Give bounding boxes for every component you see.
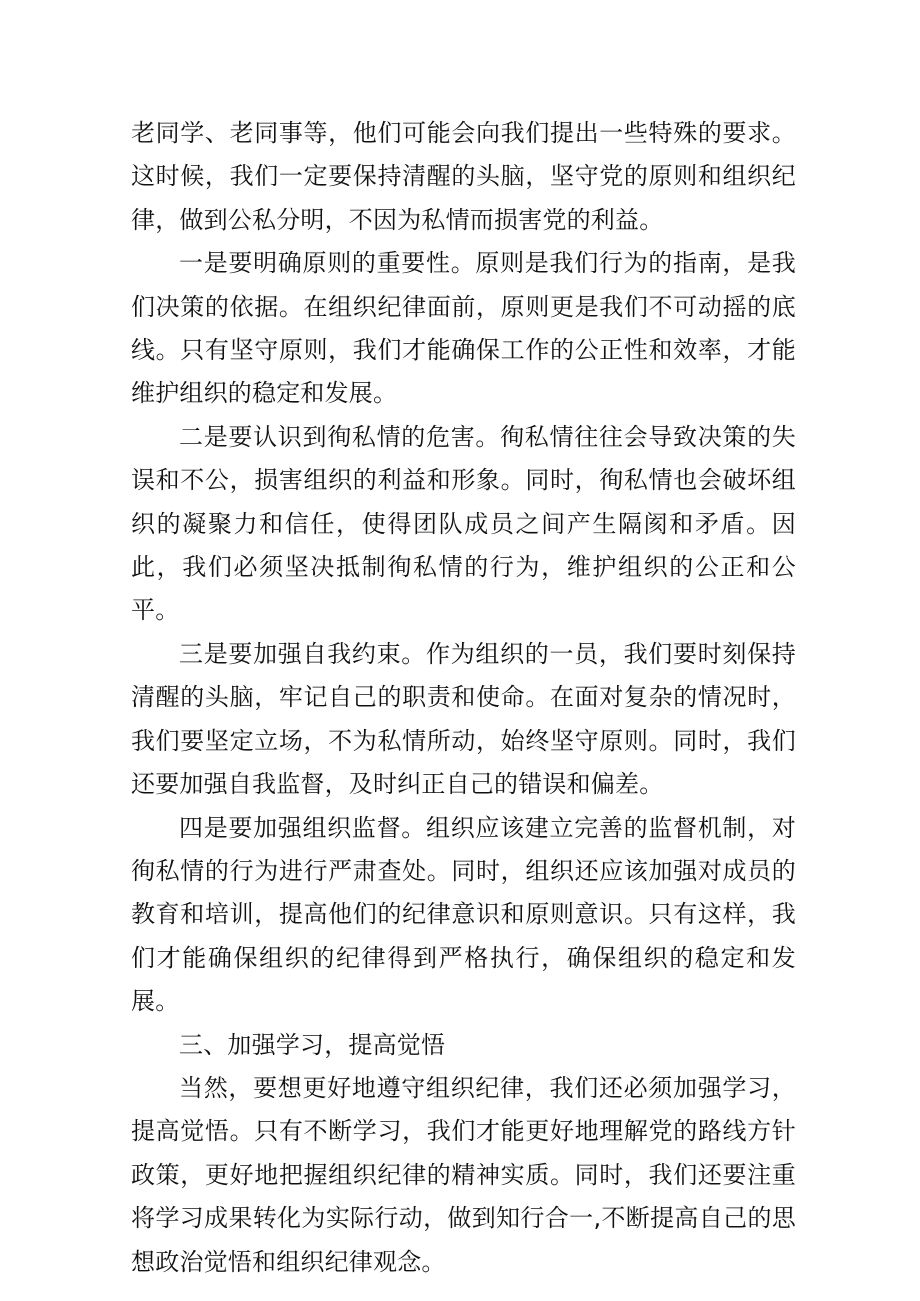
paragraph-favoritism-harm: 二是要认识到徇私情的危害。徇私情往往会导致决策的失误和不公，损害组织的利益和形象。同时，徇私情也会破坏组织的凝聚力和信任，使得团队成员之间产生隔阂和矛盾。因此，我们必须坚决抵制徇私情的行为，维护组织的公正和公平。	[131, 422, 796, 625]
paragraph-organizational-supervision: 四是要加强组织监督。组织应该建立完善的监督机制，对徇私情的行为进行严肃查处。同时，组织还应该加强对成员的教育和培训，提高他们的纪律意识和原则意识。只有这样，我们才能确保组织的纪律得到严格执行，确保组织的稳定和发展。	[131, 813, 796, 1016]
paragraph-principle-importance: 一是要明确原则的重要性。原则是我们行为的指南，是我们决策的依据。在组织纪律面前，原则更是我们不可动摇的底线。只有坚守原则，我们才能确保工作的公正性和效率，才能维护组织的稳定和发展。	[131, 249, 796, 408]
paragraph-study-awareness: 当然，要想更好地遵守组织纪律，我们还必须加强学习，提高觉悟。只有不断学习，我们才能更好地理解党的路线方针政策，更好地把握组织纪律的精神实质。同时，我们还要注重将学习成果转化为实际行动，做到知行合一,不断提高自己的思想政治觉悟和组织纪律观念。	[131, 1073, 796, 1276]
document-body	[131, 112, 796, 1284]
paragraph-continuation: 老同学、老同事等，他们可能会向我们提出一些特殊的要求。这时候，我们一定要保持清醒的头脑，坚守党的原则和组织纪律，做到公私分明，不因为私情而损害党的利益。	[131, 119, 796, 234]
paragraph-self-discipline: 三是要加强自我约束。作为组织的一员，我们要时刻保持清醒的头脑，牢记自己的职责和使命。在面对复杂的情况时，我们要坚定立场，不为私情所动，始终坚守原则。同时，我们还要加强自我监督，及时纠正自己的错误和偏差。	[131, 639, 796, 799]
section-heading: 三、加强学习，提高觉悟	[179, 1030, 446, 1059]
